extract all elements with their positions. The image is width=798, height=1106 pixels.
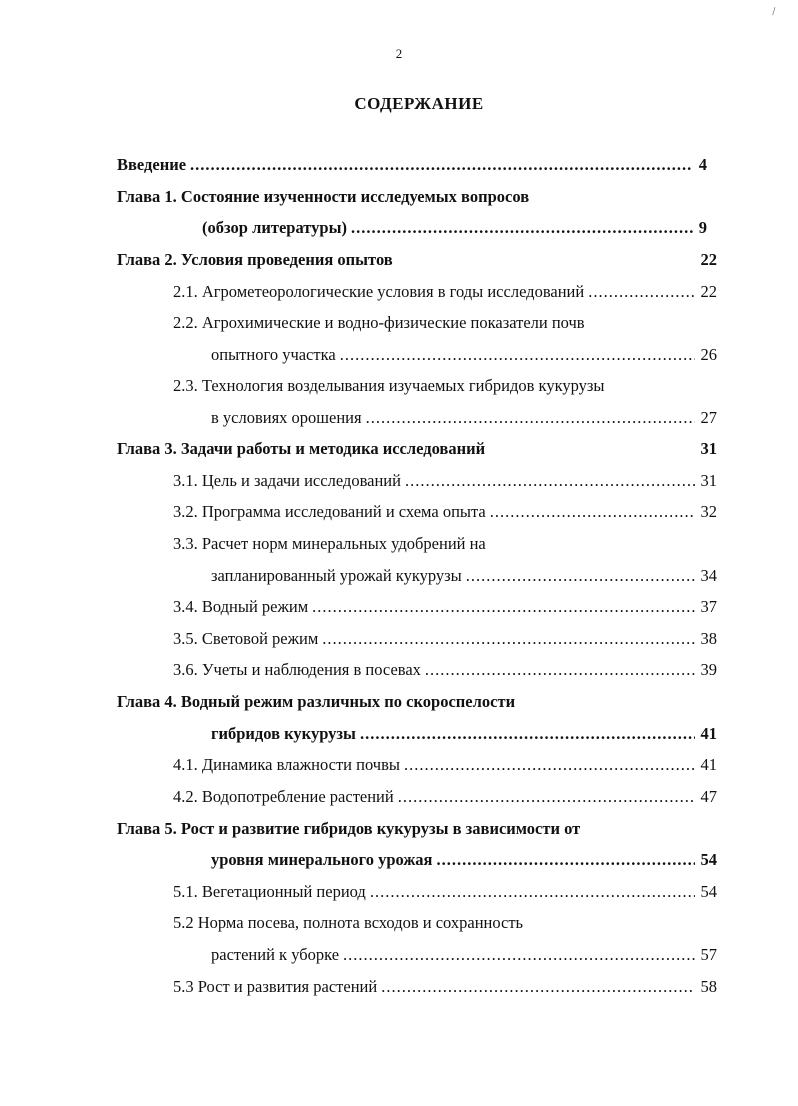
leader-dots xyxy=(190,153,693,177)
toc-entry-chapter-4-cont[interactable] xyxy=(211,722,717,746)
toc-entry-page: 31 xyxy=(700,471,717,490)
toc-entry-page: 57 xyxy=(700,945,717,964)
toc-entry-text: Глава 3. Задачи работы и методика исследований xyxy=(117,439,486,458)
leader-dots xyxy=(312,595,694,619)
toc-entry-page: 22 xyxy=(700,250,717,269)
toc-entry-text: опытного участка xyxy=(211,345,336,364)
toc-entry-text: 2.2. Агрохимические и водно-физические показатели почв xyxy=(173,313,585,332)
leader-dots xyxy=(425,658,695,682)
toc-entry-text: 3.3. Расчет норм минеральных удобрений на xyxy=(173,534,486,553)
leader-dots xyxy=(437,848,695,872)
leader-dots xyxy=(405,469,695,493)
toc-entry-text: 4.2. Водопотребление растений xyxy=(173,787,394,806)
toc-entry-text: 3.4. Водный режим xyxy=(173,597,309,616)
toc-entry-page: 31 xyxy=(700,439,717,458)
toc-entry-page: 39 xyxy=(700,660,717,679)
toc-entry-page: 22 xyxy=(700,282,717,301)
toc-entry-text: 3.1. Цель и задачи исследований xyxy=(173,471,401,490)
toc-entry-5-1[interactable] xyxy=(173,880,717,904)
toc-entry-text: Глава 2. Условия проведения опытов xyxy=(117,250,393,269)
toc-entry-text: 3.5. Световой режим xyxy=(173,629,319,648)
toc-entry-text: 2.1. Агрометеорологические условия в годы исследований xyxy=(173,282,585,301)
toc-entry-chapter-2[interactable] xyxy=(117,248,717,272)
corner-scan-mark: \ xyxy=(768,4,780,18)
leader-dots xyxy=(343,943,694,967)
leader-dots xyxy=(340,343,695,367)
leader-dots xyxy=(351,216,693,240)
toc-entry-4-1[interactable] xyxy=(173,753,717,777)
toc-entry-text: уровня минерального урожая xyxy=(211,850,433,869)
leader-dots xyxy=(398,785,695,809)
toc-entry-page: 41 xyxy=(700,724,717,743)
toc-entry-text: 3.6. Учеты и наблюдения в посевах xyxy=(173,660,421,679)
toc-entry-page: 32 xyxy=(700,502,717,521)
toc-entry-page: 34 xyxy=(700,566,717,585)
toc-entry-text: в условиях орошения xyxy=(211,408,362,427)
toc-entry-chapter-1-cont[interactable] xyxy=(202,216,707,240)
leader-dots xyxy=(381,975,694,999)
toc-entry-5-2[interactable] xyxy=(173,911,717,935)
toc-entry-2-1[interactable] xyxy=(173,280,717,304)
leader-dots xyxy=(404,753,695,777)
toc-entry-3-6[interactable] xyxy=(173,658,717,682)
toc-entry-chapter-3[interactable] xyxy=(117,437,717,461)
toc-entry-page: 4 xyxy=(698,155,707,174)
toc-entry-page: 38 xyxy=(700,629,717,648)
toc-entry-chapter-5-cont[interactable] xyxy=(211,848,717,872)
toc-entry-text: 5.2 Норма посева, полнота всходов и сохранность xyxy=(173,913,524,932)
toc-entry-text: растений к уборке xyxy=(211,945,340,964)
toc-entry-page: 54 xyxy=(700,882,717,901)
toc-entry-page: 37 xyxy=(700,597,717,616)
toc-entry-text: 3.2. Программа исследований и схема опыта xyxy=(173,502,486,521)
toc-entry-introduction[interactable] xyxy=(117,153,707,177)
toc-entry-text: (обзор литературы) xyxy=(202,218,347,237)
leader-dots xyxy=(360,722,695,746)
leader-dots xyxy=(490,500,695,524)
toc-entry-text: Глава 1. Состояние изученности исследуемых вопросов xyxy=(117,187,530,206)
toc-entry-text: 5.3 Рост и развития растений xyxy=(173,977,378,996)
toc-entry-5-2-cont[interactable] xyxy=(211,943,717,967)
toc-entry-page: 58 xyxy=(700,977,717,996)
toc-entry-text: 2.3. Технология возделывания изучаемых гибридов кукурузы xyxy=(173,376,605,395)
toc-entry-2-2-cont[interactable] xyxy=(211,343,717,367)
toc-entry-4-2[interactable] xyxy=(173,785,717,809)
toc-entry-2-2[interactable] xyxy=(173,311,717,335)
toc-entry-page: 47 xyxy=(700,787,717,806)
toc-entry-text: Введение xyxy=(117,155,187,174)
toc-entry-3-5[interactable] xyxy=(173,627,717,651)
toc-entry-chapter-4[interactable] xyxy=(117,690,717,714)
toc-entry-2-3-cont[interactable] xyxy=(211,406,717,430)
toc-entry-page: 54 xyxy=(700,850,717,869)
leader-dots xyxy=(466,564,695,588)
leader-dots xyxy=(370,880,695,904)
toc-entry-3-2[interactable] xyxy=(173,500,717,524)
toc-entry-3-4[interactable] xyxy=(173,595,717,619)
toc-entry-chapter-5[interactable] xyxy=(117,817,717,841)
toc-entry-page: 9 xyxy=(698,218,707,237)
toc-entry-text: 5.1. Вегетационный период xyxy=(173,882,366,901)
toc-entry-page: 26 xyxy=(700,345,717,364)
leader-dots xyxy=(322,627,694,651)
leader-dots xyxy=(366,406,695,430)
toc-entry-text: запланированный урожай кукурузы xyxy=(211,566,462,585)
toc-entry-text: гибридов кукурузы xyxy=(211,724,356,743)
toc-entry-2-3[interactable] xyxy=(173,374,717,398)
toc-entry-5-3[interactable] xyxy=(173,975,717,999)
toc-entry-text: Глава 5. Рост и развитие гибридов кукурузы в зависимости от xyxy=(117,819,581,838)
toc-entry-text: 4.1. Динамика влажности почвы xyxy=(173,755,400,774)
toc-entry-3-3-cont[interactable] xyxy=(211,564,717,588)
leader-dots xyxy=(588,280,694,304)
toc-entry-page: 27 xyxy=(700,408,717,427)
toc-entry-chapter-1[interactable] xyxy=(117,185,707,209)
toc-entry-3-3[interactable] xyxy=(173,532,717,556)
page-title: СОДЕРЖАНИЕ xyxy=(354,94,484,113)
toc-entry-3-1[interactable] xyxy=(173,469,717,493)
toc-entry-page: 41 xyxy=(700,755,717,774)
page-number: 2 xyxy=(395,46,403,61)
toc-entry-text: Глава 4. Водный режим различных по скороспелости xyxy=(117,692,516,711)
